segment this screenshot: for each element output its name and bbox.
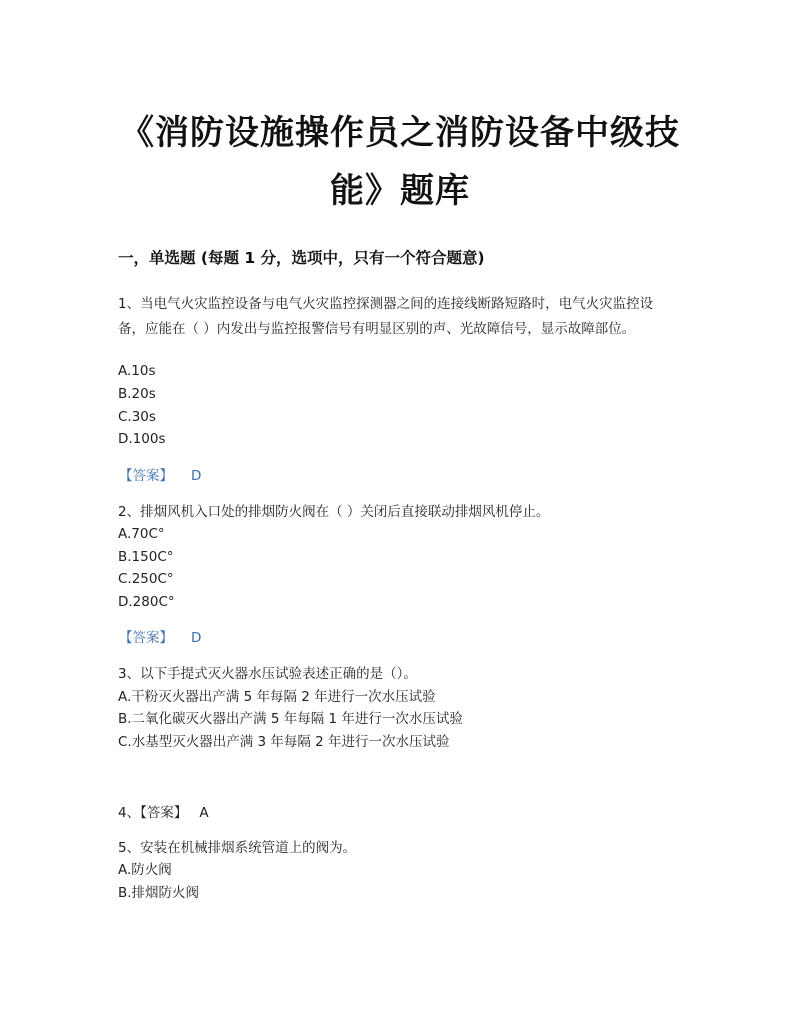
question-2-option-b: B.150C° — [118, 549, 174, 565]
question-4-answer — [118, 802, 209, 825]
title-line-1: 《消防设施操作员之消防设备中级技 — [120, 113, 680, 153]
question-1-option-b: B.20s — [118, 386, 156, 402]
question-3-option-c: C.水基型灭火器出产满 3 年每隔 2 年进行一次水压试验 — [118, 734, 450, 750]
answer-label: 【答案】 — [119, 630, 173, 646]
question-5-option-b: B.排烟防火阀 — [118, 885, 200, 901]
document-title — [100, 104, 700, 220]
question-1-option-d: D.100s — [118, 431, 166, 447]
question-1-option-a: A.10s — [118, 363, 156, 379]
question-3-text: 3、以下手提式灭火器水压试验表述正确的是（）。 — [118, 666, 417, 682]
question-3-option-a: A.干粉灭火器出产满 5 年每隔 2 年进行一次水压试验 — [118, 689, 436, 705]
question-2-text: 2、排烟风机入口处的排烟防火阀在（ ）关闭后直接联动排烟风机停止。 — [118, 504, 550, 520]
question-4-number: 4、 — [118, 805, 141, 821]
question-5-option-a: A.防火阀 — [118, 862, 172, 878]
question-1-answer — [119, 465, 201, 488]
question-2-option-d: D.280C° — [118, 594, 175, 610]
answer-value: D — [191, 468, 202, 484]
question-1-option-c: C.30s — [118, 409, 156, 425]
answer-value: A — [199, 805, 209, 821]
answer-label: 【答案】 — [140, 805, 188, 821]
question-2-option-c: C.250C° — [118, 571, 174, 587]
question-2-option-a: A.70C° — [118, 526, 165, 542]
answer-label: 【答案】 — [119, 468, 173, 484]
answer-value: D — [191, 630, 202, 646]
question-1-text: 1、当电气火灾监控设备与电气火灾监控探测器之间的连接线断路短路时，电气火灾监控设备，应能在（ ）内发出与监控报警信号有明显区别的声、光故障信号，显示故障部位。 — [118, 296, 654, 337]
title-line-2: 能》题库 — [330, 171, 470, 211]
question-3-option-b: B.二氧化碳灭火器出产满 5 年每隔 1 年进行一次水压试验 — [118, 711, 463, 727]
question-5-text: 5、安装在机械排烟系统管道上的阀为。 — [118, 840, 357, 856]
section-heading: 一，单选题 (每题 1 分，选项中，只有一个符合题意) — [118, 249, 485, 267]
question-2-answer — [119, 627, 201, 650]
